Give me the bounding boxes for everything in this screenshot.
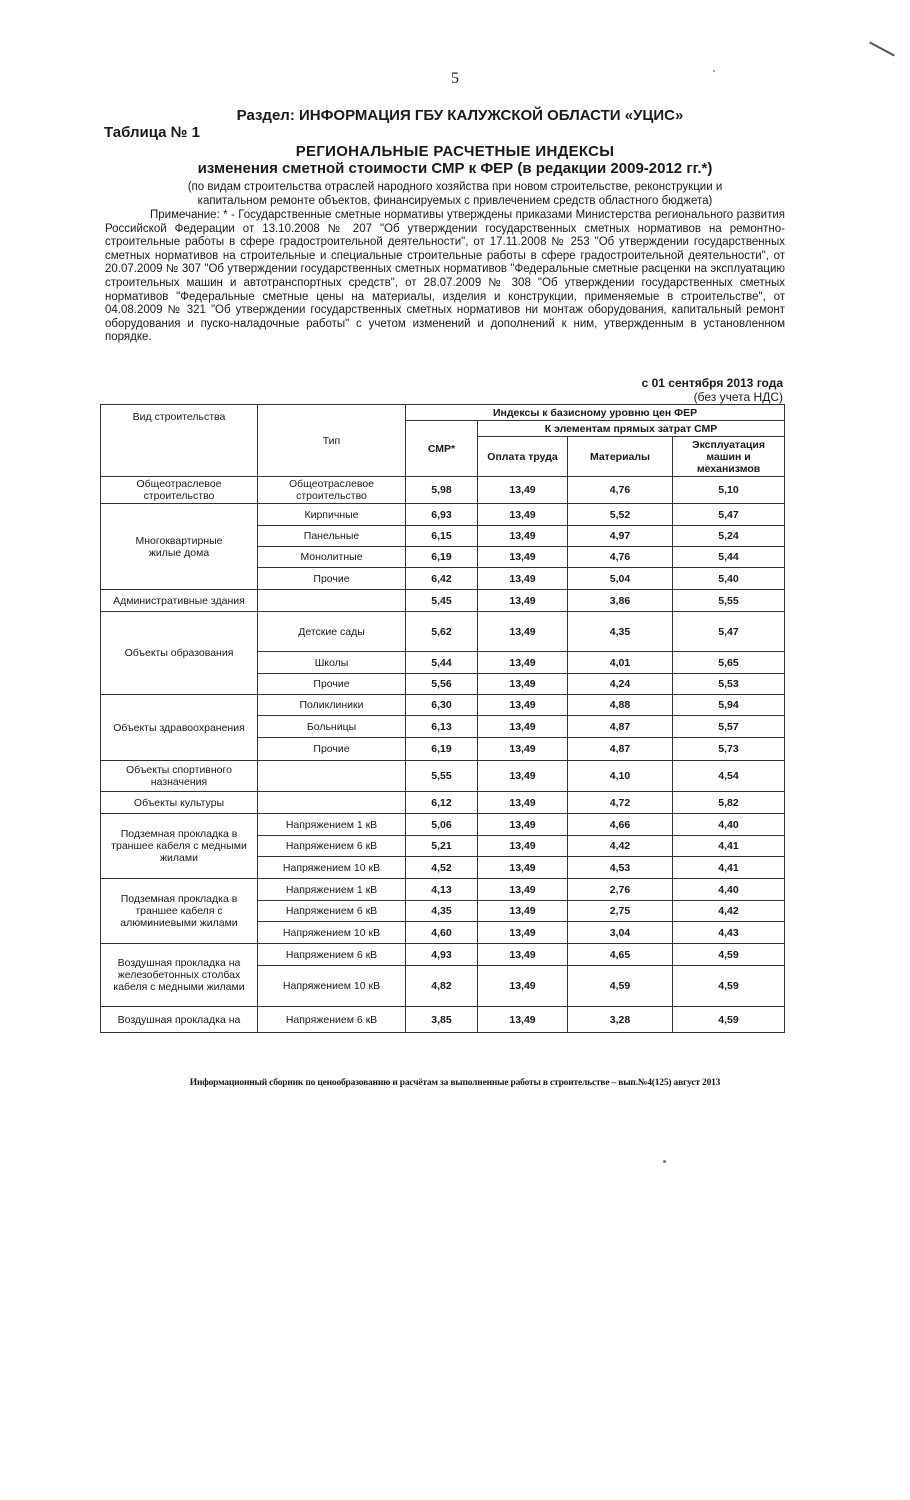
cell-machines: 4,40 bbox=[673, 814, 785, 836]
cell-labor: 13,49 bbox=[478, 792, 568, 814]
scope-line: (по видам строительства отраслей народного хозяйства при новом строительстве, реконструкции и bbox=[187, 181, 723, 193]
table-row bbox=[101, 814, 785, 836]
cell-machines: 4,59 bbox=[673, 966, 785, 1007]
cell-labor: 13,49 bbox=[478, 568, 568, 590]
table-label: Таблица № 1 bbox=[104, 124, 200, 141]
cell-type: Напряжением 10 кВ bbox=[258, 966, 406, 1007]
cell-type: Монолитные bbox=[258, 547, 406, 568]
header-materials: Материалы bbox=[568, 437, 673, 477]
cell-labor: 13,49 bbox=[478, 944, 568, 966]
cell-materials: 4,72 bbox=[568, 792, 673, 814]
header-direct-costs-group: К элементам прямых затрат СМР bbox=[478, 421, 785, 437]
cell-materials: 4,01 bbox=[568, 652, 673, 674]
cell-materials: 3,28 bbox=[568, 1007, 673, 1033]
table-row bbox=[101, 944, 785, 966]
cell-machines: 5,94 bbox=[673, 695, 785, 716]
scope-line: капитальном ремонте объектов, финансируемых с привлечением средств областного бюджета) bbox=[197, 195, 713, 207]
cell-smr: 5,98 bbox=[406, 477, 478, 504]
cell-kind: Воздушная прокладка на железобетонных столбах кабеля с медными жилами bbox=[101, 944, 258, 1007]
cell-type: Панельные bbox=[258, 526, 406, 547]
header-kind: Вид строительства bbox=[101, 405, 258, 477]
cell-smr: 5,44 bbox=[406, 652, 478, 674]
header-type: Тип bbox=[258, 405, 406, 477]
cell-labor: 13,49 bbox=[478, 695, 568, 716]
table-body bbox=[101, 477, 785, 1033]
cell-materials: 4,97 bbox=[568, 526, 673, 547]
cell-materials: 5,52 bbox=[568, 504, 673, 526]
cell-labor: 13,49 bbox=[478, 738, 568, 761]
table-row bbox=[101, 792, 785, 814]
cell-machines: 5,65 bbox=[673, 652, 785, 674]
cell-type: Прочие bbox=[258, 568, 406, 590]
cell-type: Напряжением 1 кВ bbox=[258, 814, 406, 836]
main-title: РЕГИОНАЛЬНЫЕ РАСЧЕТНЫЕ ИНДЕКСЫ bbox=[295, 143, 615, 160]
cell-materials: 2,75 bbox=[568, 901, 673, 922]
cell-machines: 4,41 bbox=[673, 836, 785, 857]
cell-labor: 13,49 bbox=[478, 901, 568, 922]
cell-machines: 5,53 bbox=[673, 674, 785, 695]
cell-labor: 13,49 bbox=[478, 716, 568, 738]
cell-materials: 4,66 bbox=[568, 814, 673, 836]
table-row bbox=[101, 504, 785, 526]
note-paragraph bbox=[105, 209, 785, 345]
table-row bbox=[101, 612, 785, 652]
cell-kind: Многоквартирные жилые дома bbox=[101, 504, 258, 590]
cell-materials: 3,86 bbox=[568, 590, 673, 612]
cell-materials: 4,59 bbox=[568, 966, 673, 1007]
note-text: Примечание: * - Государственные сметные нормативы утверждены приказами Министерства регионального развития Российской Федерации от 13.10.2008 № 207 "Об утверждении государственных сметных нормативов на ремонтно-строительные работы в сфере градостроительной деятельности", от 17.11.2008 № 253 "Об утверждении государственных сметных нормативов на строительные и специальные строительные работы в сфере градостроительной деятельности", от 20.07.2009 № 307 "Об утверждении государственных сметных нормативов "Федеральные сметные расценки на эксплуатацию строительных машин и автотранспортных средств", от 28.07.2009 № 308 "Об утверждении государственных сметных нормативов "Федеральные сметные цены на материалы, изделия и конструкции, применяемые в строительстве", от 04.08.2009 № 321 "Об утверждении государственных сметных нормативов ни монтаж оборудования, капитальный ремонт оборудования и пуско-наладочные работы" с учетом изменений и дополнений к ним, утвержденным в установленном порядке. bbox=[105, 209, 785, 344]
cell-labor: 13,49 bbox=[478, 504, 568, 526]
vat-note: (без учета НДС) bbox=[693, 390, 783, 404]
cell-machines: 4,43 bbox=[673, 922, 785, 944]
header-indices-group: Индексы к базисному уровню цен ФЕР bbox=[406, 405, 785, 421]
cell-labor: 13,49 bbox=[478, 966, 568, 1007]
cell-smr: 6,93 bbox=[406, 504, 478, 526]
indices-table bbox=[100, 404, 785, 1033]
cell-machines: 4,40 bbox=[673, 879, 785, 901]
cell-smr: 4,82 bbox=[406, 966, 478, 1007]
cell-materials: 4,87 bbox=[568, 716, 673, 738]
cell-kind: Подземная прокладка в траншее кабеля с медными жилами bbox=[101, 814, 258, 879]
cell-kind: Подземная прокладка в траншее кабеля с алюминиевыми жилами bbox=[101, 879, 258, 944]
cell-smr: 4,13 bbox=[406, 879, 478, 901]
cell-materials: 4,42 bbox=[568, 836, 673, 857]
cell-type: Общеотраслевое строительство bbox=[258, 477, 406, 504]
cell-machines: 5,40 bbox=[673, 568, 785, 590]
cell-labor: 13,49 bbox=[478, 857, 568, 879]
cell-smr: 6,13 bbox=[406, 716, 478, 738]
cell-labor: 13,49 bbox=[478, 674, 568, 695]
cell-machines: 4,54 bbox=[673, 761, 785, 792]
cell-type bbox=[258, 590, 406, 612]
section-title: Раздел: ИНФОРМАЦИЯ ГБУ КАЛУЖСКОЙ ОБЛАСТИ «УЦИС» bbox=[236, 107, 684, 124]
cell-machines: 5,73 bbox=[673, 738, 785, 761]
table-row bbox=[101, 879, 785, 901]
cell-labor: 13,49 bbox=[478, 836, 568, 857]
cell-materials: 3,04 bbox=[568, 922, 673, 944]
cell-kind: Воздушная прокладка на bbox=[101, 1007, 258, 1033]
cell-type: Прочие bbox=[258, 674, 406, 695]
cell-smr: 5,55 bbox=[406, 761, 478, 792]
cell-machines: 5,24 bbox=[673, 526, 785, 547]
scan-artifact-dot bbox=[663, 1160, 666, 1163]
header-labor: Оплата труда bbox=[478, 437, 568, 477]
cell-smr: 6,12 bbox=[406, 792, 478, 814]
cell-machines: 5,47 bbox=[673, 504, 785, 526]
cell-machines: 5,47 bbox=[673, 612, 785, 652]
cell-materials: 4,65 bbox=[568, 944, 673, 966]
cell-materials: 4,35 bbox=[568, 612, 673, 652]
cell-labor: 13,49 bbox=[478, 477, 568, 504]
footer-citation: Информационный сборник по ценообразованию и расчётам за выполненные работы в строительстве – вып.№4(125) август 2013 bbox=[189, 1078, 721, 1088]
cell-type: Школы bbox=[258, 652, 406, 674]
scan-artifact-line bbox=[869, 42, 895, 57]
table-row bbox=[101, 761, 785, 792]
cell-labor: 13,49 bbox=[478, 761, 568, 792]
cell-smr: 6,15 bbox=[406, 526, 478, 547]
cell-smr: 6,19 bbox=[406, 547, 478, 568]
cell-type: Напряжением 10 кВ bbox=[258, 857, 406, 879]
cell-smr: 6,19 bbox=[406, 738, 478, 761]
header-smr: СМР* bbox=[406, 421, 478, 477]
cell-type: Напряжением 6 кВ bbox=[258, 836, 406, 857]
cell-kind: Объекты спортивного назначения bbox=[101, 761, 258, 792]
cell-materials: 4,53 bbox=[568, 857, 673, 879]
cell-machines: 4,41 bbox=[673, 857, 785, 879]
cell-smr: 4,35 bbox=[406, 901, 478, 922]
cell-type bbox=[258, 761, 406, 792]
cell-smr: 6,42 bbox=[406, 568, 478, 590]
cell-smr: 5,56 bbox=[406, 674, 478, 695]
cell-smr: 3,85 bbox=[406, 1007, 478, 1033]
table-row bbox=[101, 590, 785, 612]
cell-materials: 4,24 bbox=[568, 674, 673, 695]
cell-machines: 4,42 bbox=[673, 901, 785, 922]
scope-text bbox=[0, 180, 910, 208]
cell-labor: 13,49 bbox=[478, 879, 568, 901]
cell-kind: Объекты образования bbox=[101, 612, 258, 695]
cell-materials: 2,76 bbox=[568, 879, 673, 901]
sub-title: изменения сметной стоимости СМР к ФЕР (в редакции 2009-2012 гг.*) bbox=[197, 160, 713, 177]
cell-smr: 5,06 bbox=[406, 814, 478, 836]
cell-labor: 13,49 bbox=[478, 590, 568, 612]
cell-smr: 4,93 bbox=[406, 944, 478, 966]
cell-type: Напряжением 10 кВ bbox=[258, 922, 406, 944]
cell-labor: 13,49 bbox=[478, 526, 568, 547]
cell-type: Прочие bbox=[258, 738, 406, 761]
cell-type: Поликлиники bbox=[258, 695, 406, 716]
cell-type: Больницы bbox=[258, 716, 406, 738]
cell-materials: 4,76 bbox=[568, 547, 673, 568]
cell-smr: 5,45 bbox=[406, 590, 478, 612]
cell-machines: 5,10 bbox=[673, 477, 785, 504]
cell-kind: Объекты здравоохранения bbox=[101, 695, 258, 761]
table-row bbox=[101, 477, 785, 504]
cell-smr: 4,60 bbox=[406, 922, 478, 944]
cell-labor: 13,49 bbox=[478, 814, 568, 836]
cell-machines: 4,59 bbox=[673, 944, 785, 966]
cell-type: Напряжением 1 кВ bbox=[258, 879, 406, 901]
table-row bbox=[101, 1007, 785, 1033]
cell-type: Детские сады bbox=[258, 612, 406, 652]
cell-labor: 13,49 bbox=[478, 652, 568, 674]
cell-machines: 4,59 bbox=[673, 1007, 785, 1033]
cell-smr: 4,52 bbox=[406, 857, 478, 879]
cell-materials: 5,04 bbox=[568, 568, 673, 590]
table-row bbox=[101, 695, 785, 716]
page-number: 5 bbox=[451, 70, 459, 87]
cell-materials: 4,88 bbox=[568, 695, 673, 716]
cell-labor: 13,49 bbox=[478, 922, 568, 944]
cell-kind: Административные здания bbox=[101, 590, 258, 612]
cell-smr: 5,62 bbox=[406, 612, 478, 652]
cell-type: Напряжением 6 кВ bbox=[258, 1007, 406, 1033]
cell-labor: 13,49 bbox=[478, 1007, 568, 1033]
header-machines: Эксплуатация машин и механизмов bbox=[673, 437, 785, 477]
cell-type bbox=[258, 792, 406, 814]
cell-smr: 5,21 bbox=[406, 836, 478, 857]
cell-type: Напряжением 6 кВ bbox=[258, 901, 406, 922]
effective-date: с 01 сентября 2013 года bbox=[641, 376, 783, 390]
cell-labor: 13,49 bbox=[478, 547, 568, 568]
cell-kind: Объекты культуры bbox=[101, 792, 258, 814]
cell-smr: 6,30 bbox=[406, 695, 478, 716]
cell-type: Напряжением 6 кВ bbox=[258, 944, 406, 966]
cell-labor: 13,49 bbox=[478, 612, 568, 652]
cell-materials: 4,76 bbox=[568, 477, 673, 504]
cell-materials: 4,10 bbox=[568, 761, 673, 792]
cell-machines: 5,57 bbox=[673, 716, 785, 738]
cell-kind: Общеотраслевое строительство bbox=[101, 477, 258, 504]
cell-materials: 4,87 bbox=[568, 738, 673, 761]
cell-machines: 5,44 bbox=[673, 547, 785, 568]
cell-type: Кирпичные bbox=[258, 504, 406, 526]
cell-machines: 5,55 bbox=[673, 590, 785, 612]
cell-machines: 5,82 bbox=[673, 792, 785, 814]
